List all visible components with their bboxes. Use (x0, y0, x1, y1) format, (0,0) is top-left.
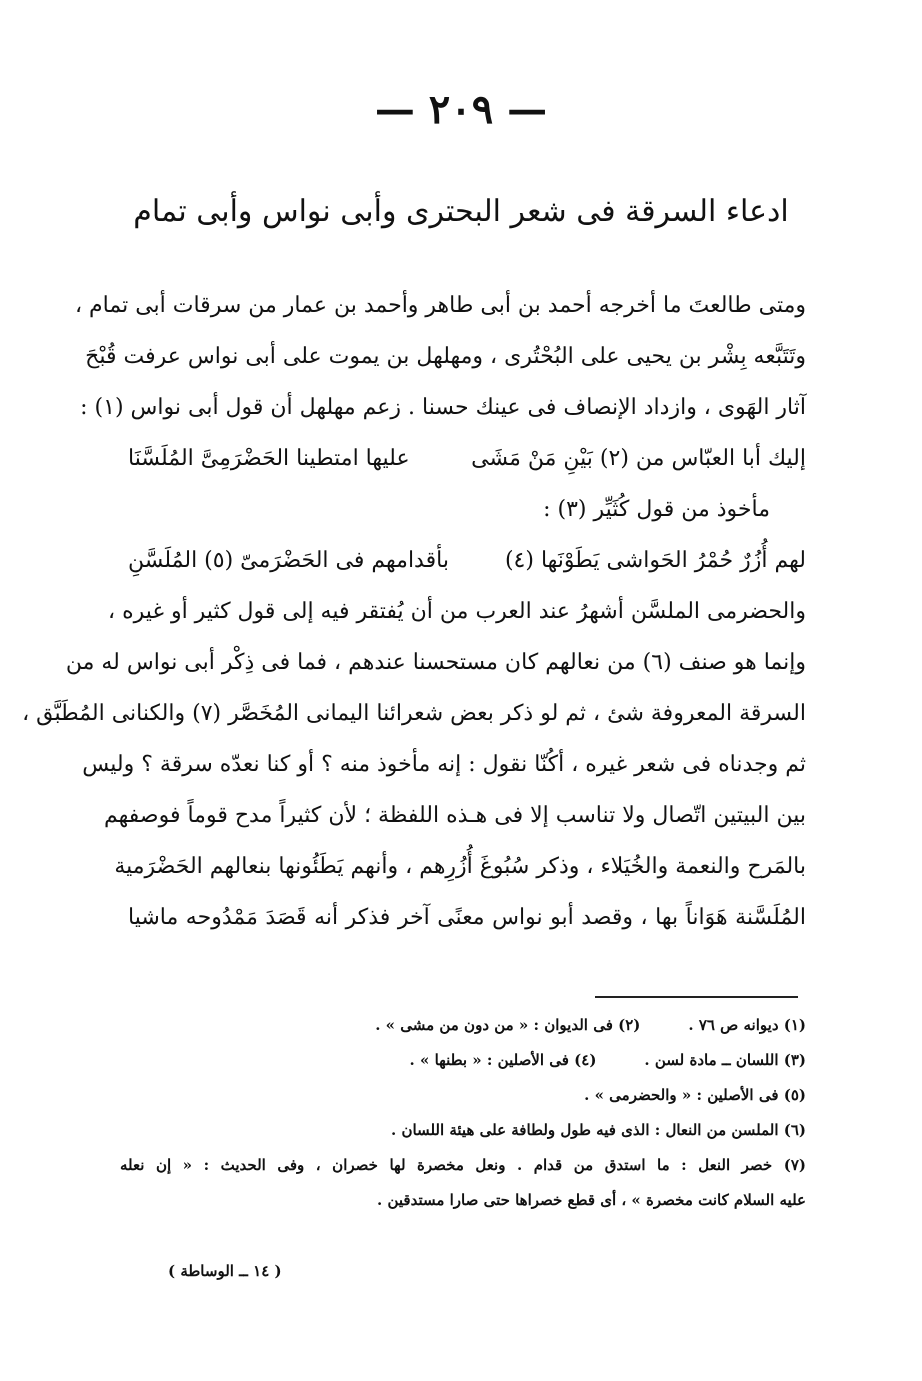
body-line: والحضرمى الملسَّن أشهرُ عند العرب من أن يُفتقر فيه إلى قول كثير أو غيره ، (108, 599, 806, 624)
verse-hemistich-first: إليك أبا العبّاس من (٢) بَيْنِ مَنْ مَشَى (471, 446, 806, 471)
body-line: بالمَرح والنعمة والخُيَلاء ، وذكر سُبُوغَ أُزُرِهم ، وأنهم يَطَئُونها بنعالهم الحَضْرَمية (114, 854, 806, 879)
body-line: وإنما هو صنف (٦) من نعالهم كان مستحسنا عندهم ، فما فى ذِكْر أبى نواس له من (65, 650, 806, 675)
body-line: السرقة المعروفة شئ ، ثم لو ذكر بعض شعرائنا اليمانى المُخَصَّر (٧) والكنانى المُطَبَّق ، (22, 701, 806, 726)
body-line: وتَتَبَّعه بِشْر بن يحيى على البُحْتُرى ، ومهلهل بن يموت على أبى نواس عرفت قُبْحَ (85, 344, 806, 369)
verse-hemistich-first: لهم أُزُرٌ حُمْرُ الحَواشى يَطَوْنَها (٤) (504, 548, 806, 573)
footnote: (٧) خصر النعل : ما استدق من قدام . ونعل مخصرة لها خصران ، وفى الحديث : « إن نعله (120, 1156, 806, 1174)
footnote: (٣) اللسان ــ مادة لسن . (644, 1051, 806, 1069)
footnote-row (120, 1008, 806, 1043)
body-line: آثار الهَوى ، وازداد الإنصاف فى عينك حسنا . زعم مهلهل أن قول أبى نواس (١) : (80, 395, 806, 420)
body-text (22, 280, 806, 943)
body-line: مأخوذ من قول كُثَيِّر (٣) : (543, 497, 770, 522)
footnote-continuation: عليه السلام كانت مخصرة » ، أى قطع خصراها حتى صارا مستدقين . (377, 1191, 806, 1209)
verse-line (128, 433, 806, 484)
footnote: (١) ديوانه ص ٧٦ . (688, 1016, 806, 1034)
body-line: ثم وجدناه فى شعر غيره ، أكُنّا نقول : إنه مأخوذ منه ؟ أو كنا نعدّه سرقة ؟ وليس (82, 752, 806, 777)
footnote: (٥) فى الأصلين : « والحضرمى » . (584, 1086, 806, 1104)
body-line: بين البيتين اتّصال ولا تناسب إلا فى هـذه اللفظة ؛ لأن كثيراً مدح قوماً فوصفهم (104, 803, 806, 828)
body-line: المُلَسَّنة هَوَاناً بها ، وقصد أبو نواس معنًى آخر فذكر أنه قَصَدَ مَمْدُوحه ماشيا (128, 905, 806, 930)
footnote: (٤) فى الأصلين : « بطنها » . (409, 1051, 597, 1069)
footnote: (٦) الملسن من النعال : الذى فيه طول ولطافة على هيئة اللسان . (391, 1121, 806, 1139)
verse-line (128, 535, 806, 586)
footnotes (120, 1008, 806, 1218)
footnote: (٢) فى الديوان : « من دون من مشى » . (375, 1016, 641, 1034)
page-number: — ٢٠٩ — (374, 86, 548, 133)
footnote-row (120, 1043, 806, 1078)
section-heading: ادعاء السرقة فى شعر البحترى وأبى نواس وأبى تمام (133, 194, 789, 229)
verse-hemistich-second: عليها امتطينا الحَضْرَمِىَّ المُلَسَّنَا (128, 446, 410, 471)
footnote-separator (595, 996, 798, 998)
verse-hemistich-second: بأقدامهم فى الحَضْرَمىّ (٥) المُلَسَّنِ (128, 548, 449, 573)
body-line: ومتى طالعتَ ما أخرجه أحمد بن أبى طاهر وأحمد بن عمار من سرقات أبى تمام ، (74, 293, 806, 318)
signature-mark: ( ١٤ ــ الوساطة ) (168, 1262, 282, 1280)
